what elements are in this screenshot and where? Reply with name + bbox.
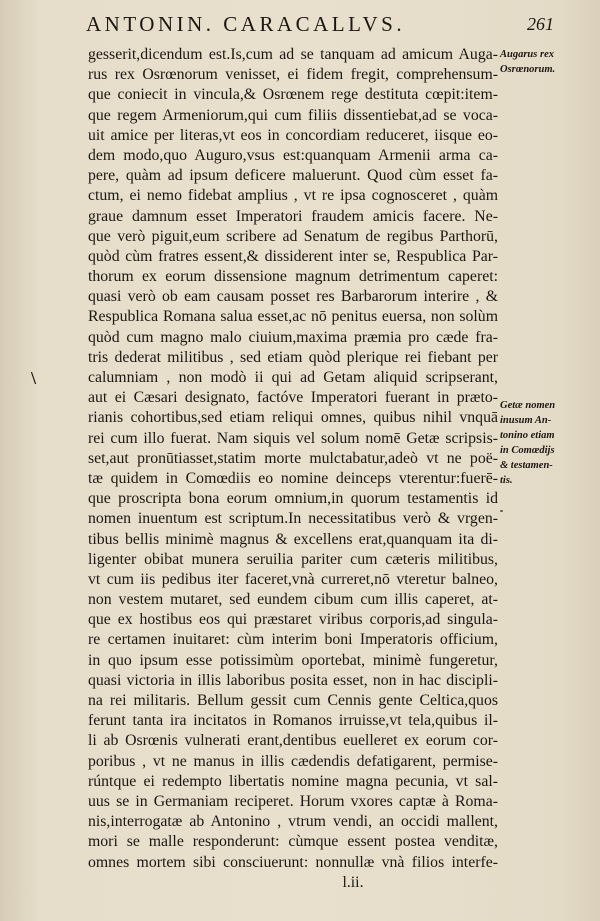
text-line: rus rex Osrœnorum venisset, ei fidem fregit, comprehensum-: [88, 66, 498, 84]
text-line: rúntque ei redempto libertatis nomine magna pecunia, vt sal-: [88, 772, 498, 790]
text-line: pere, quàm ad ipsum deficere maluerunt. Quod cùm esset fa-: [88, 167, 498, 185]
marginal-note-line: Getæ nomen: [500, 400, 556, 411]
running-head: ANTONIN. CARACALLVS.: [86, 12, 406, 36]
text-line: quasi victoria in illis laboribus posita esset, non in hac discipli-: [88, 671, 498, 689]
page-header: [86, 12, 556, 40]
text-line: poribus , vt ne manus in illis cædendis defatigarent, permise-: [88, 752, 498, 770]
text-line: vt cum iis pedibus iter faceret,vnà curreret,nō vteretur balneo,: [88, 570, 498, 588]
text-line: non vestem mutaret, sed eundem cibum cum illis caperet, at-: [88, 591, 498, 609]
text-line: uit amice per literas,vt eos in concordiam reduceret, iisque eo-: [88, 126, 498, 144]
marginal-note-line: tis.: [500, 475, 513, 486]
signature-mark: l.ii.: [342, 873, 364, 891]
body-text: [88, 45, 498, 893]
text-line: set,aut pronūtiasset,statim morte mulctabatur,adeò vt ne poë-: [88, 449, 498, 467]
text-line: rei cum illo fuerat. Nam siquis vel solum nomē Getæ scripsis-: [88, 429, 498, 447]
text-line: mori se malle responderunt: cùmque essent postea venditæ,: [88, 833, 498, 851]
text-line: tæ quidem in Comœdiis eo nomine deinceps vterentur:fuerē-: [88, 469, 498, 487]
ink-speck: [500, 510, 503, 512]
text-line: que verò piguit,eum scribere ad Senatum de regibus Parthorū,: [88, 227, 498, 245]
text-line: na rei militaris. Bellum gessit cum Cennis gente Celtica,quos: [88, 692, 498, 709]
marginal-note-line: in Comœdijs: [500, 445, 555, 456]
text-line: quòd cùm fratres essent,& dissiderent inter se, Respublica Par-: [88, 247, 498, 265]
left-margin-mark: \: [31, 368, 37, 388]
text-line: graue damnum esset Imperatori fraudem amicis facere. Ne-: [88, 207, 498, 225]
marginal-note-line: inusum An-: [500, 415, 552, 426]
page-number: 261: [527, 14, 554, 34]
text-line: dem modo,quo Auguro,vsus est:quanquam Armenii arma ca-: [88, 146, 498, 164]
text-line: li ab Osrœnis vulnerati erant,dentibus euelleret ex eorum cor-: [88, 732, 498, 750]
text-line: in quo ipsum esse potissimùm oportebat, minimè fungeretur,: [88, 651, 498, 669]
marginal-note-line: Osrœnorum.: [500, 64, 556, 75]
text-line: rianis cohortibus,sed etiam reliqui omnes, quibus nihil vnquā: [88, 409, 498, 427]
text-line: ctum, ei nemo fidebat amplius , vt re ipsa cognosceret , quàm: [88, 187, 498, 205]
text-line: calumniam , non modò ii qui ad Getam aliquid scripserant,: [88, 369, 498, 386]
text-line: quòd cum magno malo ciuium,maxima præmia pro cæde fra-: [88, 328, 498, 346]
text-line: re certamen inuitaret: cùm interim boni Imperatoris officium,: [88, 631, 498, 649]
text-line: quasi verò ob eam causam posset res Barbarorum interire , &: [88, 288, 498, 306]
text-line: tibus bellis minimè magnus & excellens erat,quanquam ita di-: [88, 530, 498, 548]
text-line: Respublica Romana salua esset,ac nō penitus euersa, non solùm: [88, 308, 498, 326]
text-line: nomen inuentum est scriptum.In necessitatibus verò & vrgen-: [88, 510, 498, 528]
text-line: que regem Armeniorum,qui cum filiis dissentiebat,ad se voca-: [88, 106, 498, 124]
text-line: aut ei Cæsari designato, factóve Imperatori fuerant in præto-: [88, 389, 498, 407]
text-line: nis,interrogatæ ab Antonino , vtrum vendi, an occidi mallent,: [88, 813, 498, 831]
text-line: uus se in Germaniam reciperet. Horum vxores captæ à Roma-: [88, 792, 498, 810]
text-line: ligenter obibat munera seruilia pariter cum cæteris militibus,: [88, 550, 498, 568]
marginal-note-line: & testamen-: [500, 460, 553, 471]
text-line: omnes mortem sibi consciuerunt: nonnullæ vnà filios interfe-: [88, 853, 498, 871]
text-line: ferunt tanta ira incitatos in Romanos irruisse,vt tela,quibus il-: [88, 712, 498, 730]
marginal-note-line: Augarus rex: [500, 49, 554, 60]
text-line: que coniecit in vincula,& Osrœnem rege destituta cœpit:item-: [88, 86, 498, 104]
text-line: gesserit,dicendum est.Is,cum ad se tanquam ad amicum Auga-: [88, 46, 498, 63]
text-line: que proscripta bona eorum omnium,in quorum testamentis id: [88, 490, 498, 508]
text-line: tris dederat militibus , sed etiam quòd plerique rei fiebant per: [88, 348, 498, 366]
marginal-note-line: tonino etiam: [500, 430, 555, 441]
marginal-note-getae-nomen: [500, 398, 598, 488]
text-line: que ex hostibus eos qui præstaret viribus corporis,ad singula-: [88, 611, 498, 629]
marginal-note-augarus: [500, 47, 598, 77]
text-line: thorum ex eorum dissensione magnum detrimentum caperet:: [88, 268, 498, 286]
